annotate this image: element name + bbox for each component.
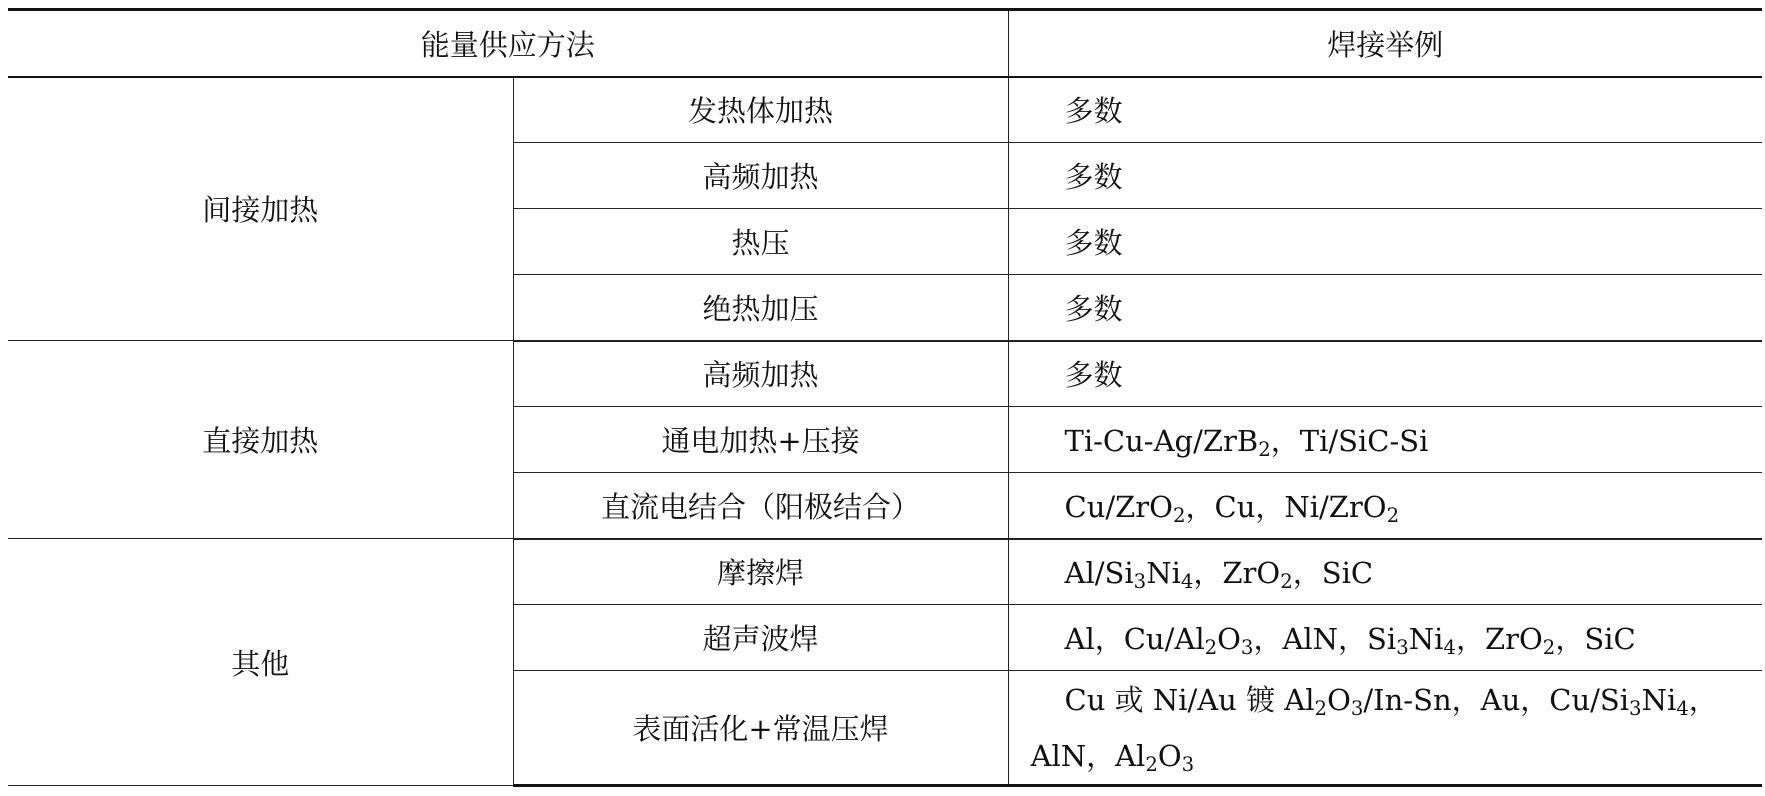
example-cell: 多数 <box>1008 209 1762 275</box>
table-header-row <box>8 10 1762 77</box>
group-direct-heating: 直接加热 <box>8 341 513 539</box>
table-row <box>8 539 1762 605</box>
example-cell: 多数 <box>1008 275 1762 341</box>
method-cell: 高频加热 <box>513 143 1008 209</box>
example-cell: Ti-Cu-Ag/ZrB$_2$，Ti/SiC-Si <box>1008 407 1762 473</box>
header-example: 焊接举例 <box>1008 10 1762 77</box>
table-row <box>8 341 1762 407</box>
example-cell: Cu 或 Ni/Au 镀 $Al_2O_3/In-Sn$，Au，$Cu/Si_3Ni_4$，AlN，$Al_2O_3$ <box>1008 671 1762 786</box>
header-method: 能量供应方法 <box>8 10 1008 77</box>
group-other: 其他 <box>8 539 513 786</box>
example-cell: Cu/ZrO$_2$，Cu，Ni/ZrO$_2$ <box>1008 473 1762 539</box>
method-cell: 发热体加热 <box>513 77 1008 143</box>
method-cell: 超声波焊 <box>513 605 1008 671</box>
method-cell: 通电加热+压接 <box>513 407 1008 473</box>
example-cell: $Al/Si_3Ni_4$，ZrO$_2$，SiC <box>1008 539 1762 605</box>
example-cell: 多数 <box>1008 77 1762 143</box>
welding-methods-table <box>8 8 1762 787</box>
example-cell: 多数 <box>1008 341 1762 407</box>
method-cell: 表面活化+常温压焊 <box>513 671 1008 786</box>
table-row <box>8 77 1762 143</box>
method-cell: 热压 <box>513 209 1008 275</box>
method-cell: 直流电结合（阳极结合） <box>513 473 1008 539</box>
example-cell: Al，$Cu/Al_2O_3$，AlN，$Si_3Ni_4$，ZrO$_2$，SiC <box>1008 605 1762 671</box>
method-cell: 高频加热 <box>513 341 1008 407</box>
method-cell: 摩擦焊 <box>513 539 1008 605</box>
group-indirect-heating: 间接加热 <box>8 77 513 341</box>
example-cell: 多数 <box>1008 143 1762 209</box>
method-cell: 绝热加压 <box>513 275 1008 341</box>
